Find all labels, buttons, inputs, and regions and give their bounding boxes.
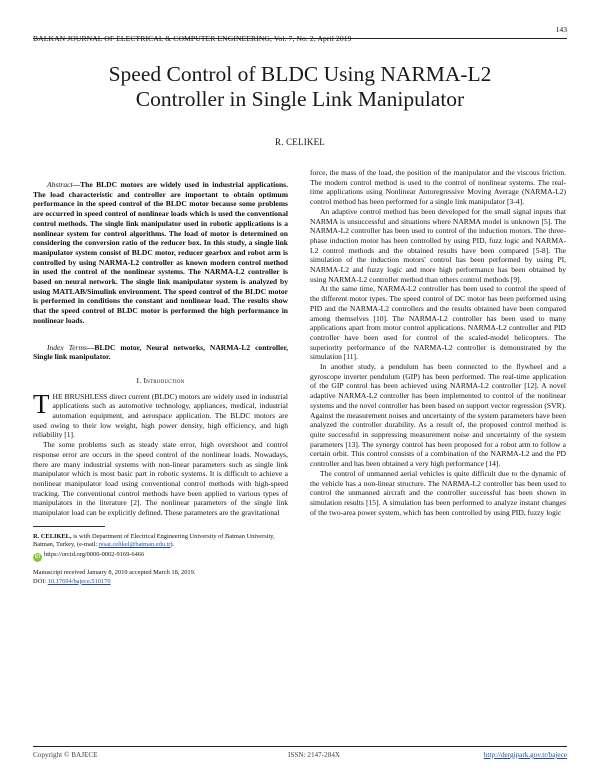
- body-paragraph: The control of unmanned aerial vehicles is quite difficult due to the dynamic of the vehicle has a non-linear structure. The NARMA-L2 controller has been used to control the unmanned aircraft and the controller successful has been shown in simulation results [15]. A simulation has been performed to analyze instant changes of the two-area power system, which has been controlled by using PID, fuzzy logic: [310, 468, 566, 517]
- journal-name: BALKAN JOURNAL OF ELECTRICAL & COMPUTER ENGINEERING, Vol. 7, No. 2, April 2019: [33, 34, 352, 43]
- footer-issn: ISSN: 2147-284X: [288, 751, 341, 759]
- index-terms: [33, 343, 288, 362]
- running-header: [33, 25, 567, 43]
- page-number: 143: [555, 25, 567, 34]
- author-footnote: R. CELIKEL, is with Department of Electrical Engineering University of Batman University, Batman, Turkey, (e-mail: resat.celikel@batman.edu.tr).: [33, 532, 275, 549]
- page-footer: [33, 751, 567, 763]
- abstract-label: Abstract: [47, 180, 73, 189]
- left-column: [33, 180, 288, 586]
- intro-paragraph-2: The some problems such as steady state error, high overshoot and control response error are occurs in the speed control of the nonlinear loads. Nowadays, there are many industrial systems with non-linear parameters such as single link manipulator which is most basic part in robotic systems. It is difficult to achieve a nonlinear manipulator load using conventional control methods with high-speed tracking. The conventional control methods have been applied to various types of manipulators in the literature [2]. The nonlinear parameters of the single link manipulator load can be explicitly defined. These parameters are the gravitational: [33, 440, 288, 518]
- intro-paragraph-1: THE BRUSHLESS direct current (BLDC) motors are widely used in industrial applications such as automotive technology, appliances, medical, industrial automation equipment, and aerospace application. The BLDC motors are used owing to their low weight, high power density, high efficiency, and high reliability [1].: [33, 388, 288, 440]
- index-terms-text: —BLDC motor, Neural networks, NARMA-L2 controller, Single link manipulator.: [33, 342, 288, 362]
- orcid-line: [33, 551, 288, 562]
- section-number: I.: [136, 375, 142, 385]
- section-heading-introduction: [33, 376, 288, 386]
- orcid-link[interactable]: https://orcid.org/0000-0002-9169-6466: [44, 551, 145, 559]
- index-terms-label: Index Terms: [47, 342, 87, 352]
- right-column: [310, 168, 566, 517]
- doi-link[interactable]: 10.17694/bajece.510170: [47, 577, 111, 585]
- drop-cap: T: [33, 388, 50, 419]
- title-line-2: Controller in Single Link Manipulator: [135, 87, 465, 111]
- body-paragraph: force, the mass of the load, the position of the manipulator and the viscous friction. The modern control method is used to the control of nonlinear systems. The real-time applications using Nonlinear Autoregressive Moving Average (NARMA-L2) control method has been performed for a single link manipulator [3-4].: [310, 168, 566, 207]
- footer-journal-link[interactable]: http://dergipark.gov.tr/bajece: [483, 751, 567, 759]
- doi-line: DOI: 10.17694/bajece.510170: [33, 577, 111, 585]
- body-paragraph: An adaptive control method has been developed for the small signal inputs that NARMA is unsuccessful and situations where NARMA model is unknown [5]. The NARMA-L2 controller has been used to control of the induction motors. The three-phase induction motor has been controlled by using PID, fuzz logic and NARMA-L2 control methods and the obtained results have been compared [5-8]. The simulation of the induction motors' control has been performed by using PI, NARMA-L2 and fuzzy logic and more high performance has been obtained by using NARMA-L2 controller method than others control methods [9].: [310, 206, 566, 284]
- author-email-link[interactable]: resat.celikel@batman.edu.tr: [98, 541, 171, 549]
- footer-copyright: Copyright © BAJECE: [33, 751, 98, 759]
- footer-rule: [33, 746, 567, 747]
- title-line-1: Speed Control of BLDC Using NARMA-L2: [108, 62, 492, 86]
- footnote-rule: [33, 526, 105, 527]
- header-rule: [33, 38, 567, 39]
- orcid-icon: iD: [34, 554, 41, 561]
- section-title: Introduction: [143, 375, 185, 385]
- footnote-author: R. CELIKEL,: [33, 532, 72, 540]
- abstract-text: —The BLDC motors are widely used in industrial applications. The load characteristic and controller are important to obtain optimum performance in the speed control of the BLDC motor because some problems are occurred in speed control of nonlinear loads which is used the conventional control methods. The single link manipulator used in robotic applications is a nonlinear system for control algorithms. The load of motor is determined on considering the conversion ratio of the reducer box. In this study, a single link manipulator system consist of BLDC motor, reducer gearbox and robot arm is controlled by using NARMA-L2 controller as known modern control method in used the control of the nonlinear systems. The NARMA-L2 controller is based on neural network. The single link manipulator system is analyzed by using MATLAB/Simulink environment. The speed control of the BLDC motor is performed in conditions the constant and nonlinear load. The results show that the speed control of BLDC motor is performed the high performance in nonlinear loads.: [33, 180, 288, 325]
- body-paragraph: In another study, a pendulum has been connected to the flywheel and a gyroscope inverter pendulum (GIP) has been performed. The real-time application of the GIP control has been achieved using NARMA-L2 controller [12]. A novel adaptive NARMA-L2 controller has been implemented to control of the nonlinear systems and the novel controller has been based on support vector regression (SVR). Against the measurement noises and uncertainty of the system parameters have been analyzed the controller durability. As a result of, the proposed control method is quite successful in suppressing measurement noise and uncertainty of the system parameters [13]. The synergy control has been proposed for a robot arm to follow a certain orbit. This control consists of a combination of the NARMA-L2 and the PD controller and has been obtained a very high performance [14].: [310, 362, 566, 469]
- body-paragraph: At the same time, NARMA-L2 controller has been used to control the speed of the different motor types. The speed control of DC motor has been performed using PID and the NARMA-L2 controllers and the results obtained have been compared among themselves [10]. The NARMA-L2 controller has been used to many applications apart from motor control applications. NARMA-L2 controller and PID controller have been used for control of the scaled-model helicopters. The superiority performance of the NARMA-L2 controller is demonstrated by the simulation [11].: [310, 284, 566, 362]
- abstract: [33, 180, 288, 326]
- author-name: R. CELIKEL: [275, 137, 325, 147]
- paper-title: [40, 62, 560, 112]
- manuscript-dates: Manuscript received January 8, 2019 accepted March 18, 2019.: [33, 569, 196, 577]
